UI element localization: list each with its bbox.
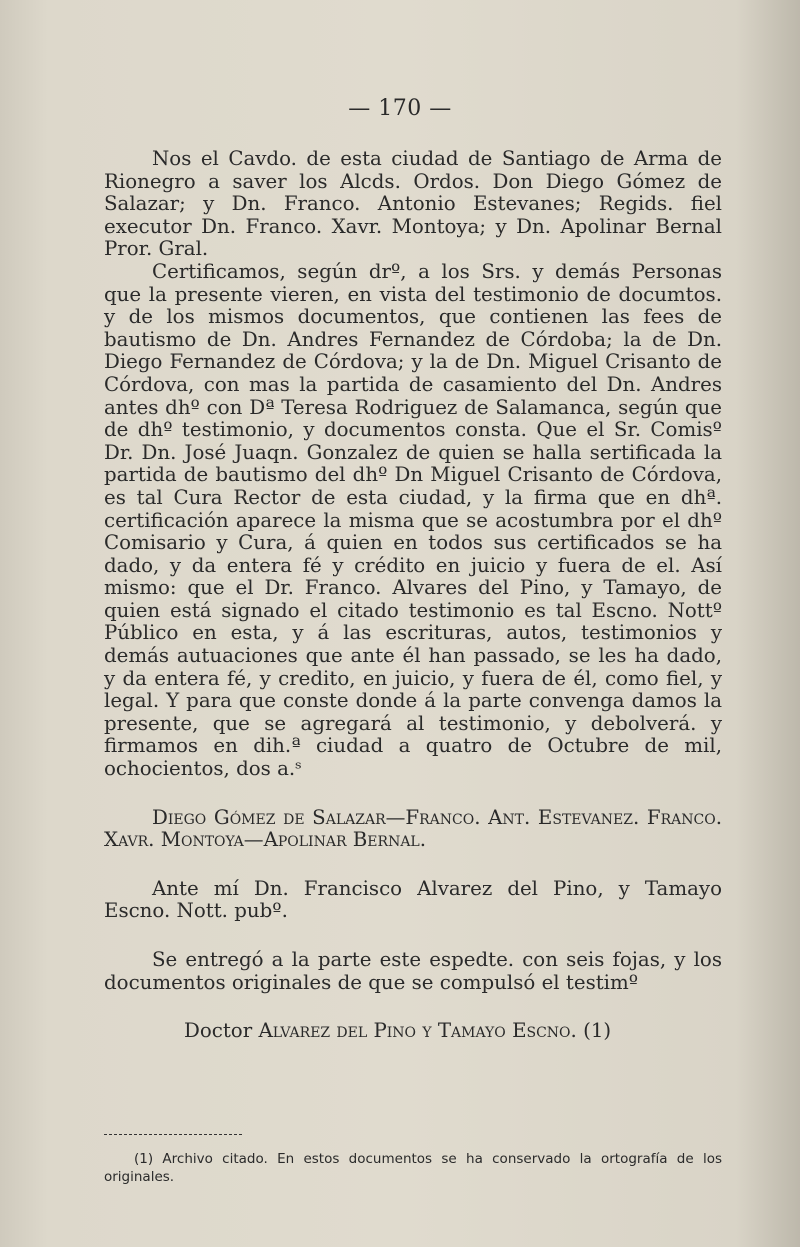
footnote: (1) Archivo citado. En estos documentos se ha conservado la ortografía de los originales. — [104, 1151, 722, 1185]
spacer — [104, 994, 722, 1020]
notary-text: Ante mí Dn. Francisco Alvarez del Pino, y Tamayo Escno. Nott. pubº. — [104, 876, 722, 923]
paragraph-certification: Certificamos, según drº, a los Srs. y demás Personas que la presente vieren, en vista del testimonio de documtos. y de los mismos documentos, que contienen las fees de bautismo de Dn. Andres Fernandez de Córdoba; la de Dn. Diego Fernandez de Córdova; y la de Dn. Miguel Crisanto de Córdova, con mas la partida de casamiento del Dn. Andres antes dhº con Dª Teresa Rodriguez de Salamanca, según que de dhº testimonio, y documentos consta. Que el Sr. Comisº Dr. Dn. José Juaqn. Gonzalez de quien se halla sertificada la partida de bautismo del dhº Dn Miguel Crisanto de Córdova, es tal Cura Rector de esta ciudad, y la firma que en dhª. certificación aparece la misma que se acostumbra por el dhº Comisario y Cura, á quien en todos sus certificados se ha dado, y da entera fé y crédito en juicio y fuera de el. Así mismo: que el Dr. Franco. Alvares del Pino, y Tamayo, de quien está signado el citado testimonio es tal Escno. Nottº Público en esta, y á las escrituras, autos, testimonios y demás autuaciones que ante él han passado, se les ha dado, y da entera fé, y credito, en juicio, y fuera de él, como fiel, y legal. Y para que conste donde á la parte convenga damos la presente, que se agregará al testimonio, y debolverá. y firmamos en dih.ª ciudad a quatro de Octubre de mil, ochocientos, dos a.ˢ — [104, 259, 722, 781]
spacer — [104, 781, 722, 807]
spacer — [104, 852, 722, 878]
page-body — [104, 148, 722, 1043]
paragraph-council: Nos el Cavdo. de esta ciudad de Santiago de Arma de Rionegro a saver los Alcds. Ordos. Don Diego Gómez de Salazar; y Dn. Franco. Antonio Estevanes; Regids. fiel executor Dn. Franco. Xavr. Montoya; y Dn. Apolinar Bernal Pror. Gral. — [104, 147, 722, 261]
spacer — [104, 923, 722, 949]
page-number: — 170 — — [348, 96, 452, 121]
signer-name: Alvarez del Pino y Tamayo — [258, 1019, 506, 1043]
paragraph-delivery: Se entregó a la parte este espedte. con seis fojas, y los documentos originales de que se compulsó el testimº — [104, 948, 722, 994]
paragraph-signer — [104, 1020, 722, 1043]
paragraph-signatures: Diego Gómez de Salazar—Franco. Ant. Estevanez. Franco. Xavr. Montoya—Apolinar Bernal. — [104, 805, 722, 852]
signer-suffix: Escno. (1) — [512, 1019, 612, 1043]
footnote-rule — [104, 1134, 242, 1135]
signer-prefix: Doctor — [184, 1019, 253, 1043]
paragraph-notary — [104, 878, 722, 923]
